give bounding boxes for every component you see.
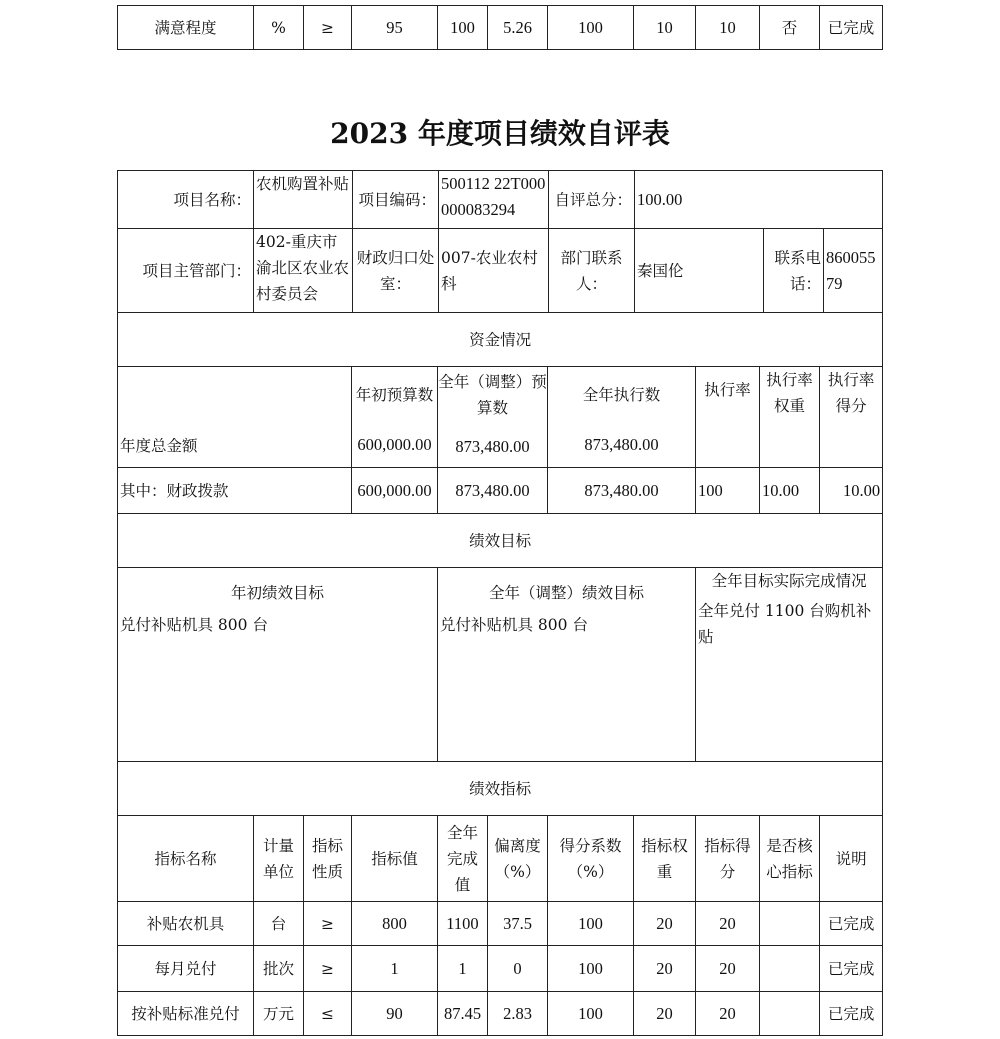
actual-goal-text: 全年兑付 1100 台购机补贴 — [698, 602, 872, 646]
dept-value: 402-重庆市渝北区农业农村委员会 — [254, 229, 353, 313]
initial-goal-text: 兑付补贴机具 800 台 — [120, 616, 268, 634]
funds-adjusted-cell — [438, 367, 548, 468]
indicator-target-header: 指标值 — [352, 816, 438, 902]
indicator-weight: 20 — [634, 902, 696, 946]
self-score-label: 自评总分： — [549, 171, 635, 229]
indicator-actual-header: 全年完成值 — [438, 816, 488, 902]
indicator-score: 10 — [696, 6, 760, 50]
indicator-target: 1 — [352, 946, 438, 992]
indicator-weight: 20 — [634, 992, 696, 1036]
indicator-note-header: 说明 — [820, 816, 883, 902]
funds-rate-header: 执行率 — [696, 367, 760, 468]
indicator-nature-header: 指标性质 — [304, 816, 352, 902]
indicator-name: 补贴农机具 — [118, 902, 254, 946]
funds-initial-value: 600,000.00 — [352, 468, 438, 514]
funds-executed-total: 873,480.00 — [584, 435, 659, 454]
indicator-core-header: 是否核心指标 — [760, 816, 820, 902]
indicator-actual: 100 — [438, 6, 488, 50]
table-row — [118, 902, 883, 946]
funds-initial-header: 年初预算数 — [355, 386, 434, 404]
project-info-table — [117, 170, 883, 313]
indicator-unit: 台 — [254, 902, 304, 946]
indicator-core — [760, 946, 820, 992]
funds-initial-cell — [352, 367, 438, 468]
dept-label: 项目主管部门： — [118, 229, 254, 313]
funds-row-label: 其中：财政拨款 — [118, 468, 352, 514]
actual-goal-cell — [696, 568, 883, 762]
funds-rate-value: 100 — [696, 468, 760, 514]
indicator-target: 90 — [352, 992, 438, 1036]
project-name-value: 农机购置补贴 — [254, 171, 353, 229]
indicator-deviation-header: 偏离度（%） — [488, 816, 548, 902]
project-code-label: 项目编码： — [353, 171, 439, 229]
indicator-core — [760, 992, 820, 1036]
indicator-nature: ≤ — [304, 992, 352, 1036]
main-table — [117, 312, 883, 1036]
self-score-value: 100.00 — [635, 171, 883, 229]
indicator-coef: 100 — [548, 902, 634, 946]
indicator-name: 满意程度 — [118, 6, 254, 50]
indicator-score: 20 — [696, 946, 760, 992]
indicator-unit: 万元 — [254, 992, 304, 1036]
goals-section-title: 绩效目标 — [118, 514, 883, 568]
indicator-deviation: 37.5 — [488, 902, 548, 946]
indicator-coef-header: 得分系数（%） — [548, 816, 634, 902]
indicator-name: 按补贴标准兑付 — [118, 992, 254, 1036]
indicator-deviation: 5.26 — [488, 6, 548, 50]
indicator-note: 已完成 — [820, 946, 883, 992]
initial-goal-cell — [118, 568, 438, 762]
table-row — [118, 992, 883, 1036]
page-title: 2023 年度项目绩效自评表 — [330, 117, 670, 150]
indicator-deviation: 0 — [488, 946, 548, 992]
indicator-weight: 10 — [634, 6, 696, 50]
funds-executed-value: 873,480.00 — [548, 468, 696, 514]
indicator-nature: ≥ — [304, 946, 352, 992]
finance-value: 007-农业农村科 — [439, 229, 549, 313]
indicator-coef: 100 — [548, 946, 634, 992]
contact-value: 秦国伦 — [635, 229, 764, 313]
indicator-weight: 20 — [634, 946, 696, 992]
phone-label: 联系电话： — [764, 229, 824, 313]
indicator-note: 已完成 — [820, 902, 883, 946]
indicator-target: 800 — [352, 902, 438, 946]
funds-initial-total: 600,000.00 — [357, 435, 432, 454]
indicator-target: 95 — [352, 6, 438, 50]
indicators-section-title: 绩效指标 — [118, 762, 883, 816]
indicator-score-header: 指标得分 — [696, 816, 760, 902]
indicator-score: 20 — [696, 902, 760, 946]
indicator-core — [760, 902, 820, 946]
funds-row-label: 年度总金额 — [118, 367, 352, 468]
indicator-name-header: 指标名称 — [118, 816, 254, 902]
indicator-actual: 87.45 — [438, 992, 488, 1036]
funds-adjusted-total: 873,480.00 — [455, 437, 530, 456]
indicator-nature: ≥ — [304, 902, 352, 946]
initial-goal-header: 年初绩效目标 — [230, 584, 324, 602]
adjusted-goal-text: 兑付补贴机具 800 台 — [440, 616, 588, 634]
indicator-deviation: 2.83 — [488, 992, 548, 1036]
table-row — [118, 946, 883, 992]
funds-score-value: 10.00 — [820, 468, 883, 514]
funds-adjusted-value: 873,480.00 — [438, 468, 548, 514]
funds-executed-cell — [548, 367, 696, 468]
funds-weight-value: 10.00 — [760, 468, 820, 514]
indicator-name: 每月兑付 — [118, 946, 254, 992]
indicator-coef: 100 — [548, 992, 634, 1036]
funds-section-title: 资金情况 — [118, 313, 883, 367]
indicator-note: 已完成 — [820, 6, 883, 50]
actual-goal-header: 全年目标实际完成情况 — [711, 572, 867, 590]
indicator-actual: 1 — [438, 946, 488, 992]
adjusted-goal-header: 全年（调整）绩效目标 — [488, 584, 644, 602]
indicator-unit: 批次 — [254, 946, 304, 992]
adjusted-goal-cell — [438, 568, 696, 762]
indicator-core: 否 — [760, 6, 820, 50]
funds-rate-weight-header: 执行率权重 — [760, 367, 820, 468]
contact-label: 部门联系人： — [549, 229, 635, 313]
indicator-score: 20 — [696, 992, 760, 1036]
indicator-unit: % — [254, 6, 304, 50]
indicator-note: 已完成 — [820, 992, 883, 1036]
finance-label: 财政归口处室： — [353, 229, 439, 313]
project-name-label: 项目名称： — [118, 171, 254, 229]
phone-value: 86005579 — [824, 229, 883, 313]
indicator-coef: 100 — [548, 6, 634, 50]
funds-adjusted-header: 全年（调整）预算数 — [438, 373, 547, 417]
funds-rate-score-header: 执行率得分 — [820, 367, 883, 468]
indicator-unit-header: 计量单位 — [254, 816, 304, 902]
indicator-actual: 1100 — [438, 902, 488, 946]
project-code-value: 500112 22T000000083294 — [439, 171, 549, 229]
indicator-nature: ≥ — [304, 6, 352, 50]
previous-table-row — [117, 5, 883, 50]
indicator-weight-header: 指标权重 — [634, 816, 696, 902]
funds-executed-header: 全年执行数 — [582, 386, 661, 404]
